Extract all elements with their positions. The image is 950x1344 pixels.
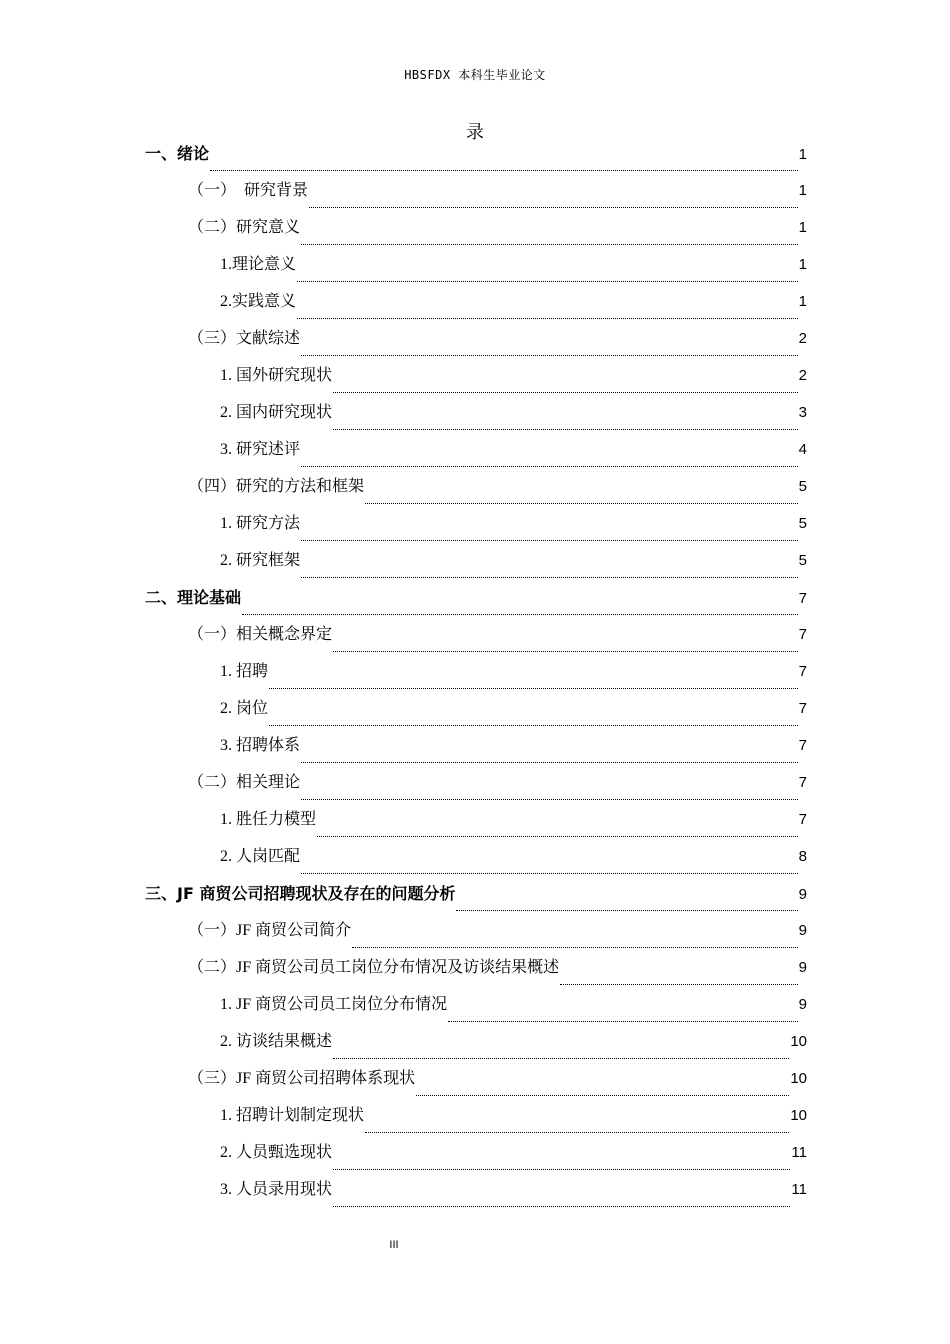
- toc-entry-title: （三）JF 商贸公司招聘体系现状: [188, 1070, 416, 1087]
- toc-entry[interactable]: [145, 991, 807, 1028]
- toc-entry[interactable]: [145, 1028, 807, 1065]
- toc-entry-page: 7: [798, 626, 807, 643]
- toc-entry-page: 7: [798, 590, 807, 607]
- toc-entry[interactable]: [145, 1139, 807, 1176]
- toc-entry-page: 7: [798, 811, 807, 828]
- toc-dot-leader: [352, 947, 798, 948]
- toc-entry[interactable]: [145, 547, 807, 584]
- toc-entry-title: 1. 国外研究现状: [220, 367, 333, 384]
- toc-entry-title: 1. 研究方法: [220, 515, 301, 532]
- toc-entry[interactable]: [145, 917, 807, 954]
- toc-entry-title: 2. 人岗匹配: [220, 848, 301, 865]
- toc-dot-leader: [416, 1095, 789, 1096]
- toc-dot-leader: [269, 725, 798, 726]
- toc-entry-page: 7: [798, 774, 807, 791]
- toc-entry-title: 1.理论意义: [220, 256, 297, 273]
- toc-entry-page: 7: [798, 700, 807, 717]
- toc-entry-page: 2: [798, 330, 807, 347]
- toc-dot-leader: [301, 799, 798, 800]
- toc-entry-title: （三）文献综述: [188, 330, 301, 347]
- toc-entry-page: 11: [791, 1181, 807, 1198]
- toc-dot-leader: [309, 207, 798, 208]
- toc-dot-leader: [560, 984, 798, 985]
- toc-dot-leader: [448, 1021, 798, 1022]
- toc-dot-leader: [301, 577, 798, 578]
- toc-dot-leader: [333, 392, 798, 393]
- toc-entry[interactable]: [145, 436, 807, 473]
- toc-entry[interactable]: [145, 843, 807, 880]
- toc-entry[interactable]: [145, 806, 807, 843]
- toc-dot-leader: [301, 873, 798, 874]
- toc-entry[interactable]: [145, 880, 807, 917]
- toc-entry-page: 5: [798, 478, 807, 495]
- toc-dot-leader: [333, 1169, 790, 1170]
- toc-entry-title: 1. 招聘: [220, 663, 269, 680]
- toc-entry-title: 1. 招聘计划制定现状: [220, 1107, 365, 1124]
- toc-entry-title: 2. 岗位: [220, 700, 269, 717]
- toc-entry-title: 1. 胜任力模型: [220, 811, 317, 828]
- toc-dot-leader: [301, 244, 798, 245]
- toc-dot-leader: [301, 466, 798, 467]
- table-of-contents: [145, 140, 807, 1213]
- toc-entry[interactable]: [145, 954, 807, 991]
- toc-dot-leader: [333, 429, 798, 430]
- page-header: HBSFDX 本科生毕业论文: [404, 68, 546, 82]
- toc-title: 录: [466, 122, 484, 142]
- toc-entry-page: 5: [798, 552, 807, 569]
- toc-entry-title: 2.实践意义: [220, 293, 297, 310]
- toc-entry[interactable]: [145, 214, 807, 251]
- toc-entry-title: 1. JF 商贸公司员工岗位分布情况: [220, 996, 448, 1013]
- toc-dot-leader: [456, 910, 797, 911]
- toc-dot-leader: [365, 1132, 789, 1133]
- toc-entry-title: 三、JF 商贸公司招聘现状及存在的问题分析: [145, 884, 456, 903]
- toc-entry-title: 2. 国内研究现状: [220, 404, 333, 421]
- toc-dot-leader: [210, 170, 798, 171]
- toc-entry-title: 2. 人员甄选现状: [220, 1144, 333, 1161]
- toc-entry-title: （一） 研究背景: [188, 182, 309, 199]
- toc-entry-title: 2. 访谈结果概述: [220, 1033, 333, 1050]
- toc-entry-page: 5: [798, 515, 807, 532]
- toc-entry-title: 一、绪论: [145, 144, 210, 163]
- toc-entry-title: （二）JF 商贸公司员工岗位分布情况及访谈结果概述: [188, 959, 560, 976]
- toc-entry[interactable]: [145, 695, 807, 732]
- toc-dot-leader: [242, 614, 798, 615]
- toc-entry[interactable]: [145, 1102, 807, 1139]
- toc-entry-title: 2. 研究框架: [220, 552, 301, 569]
- toc-entry-page: 8: [798, 848, 807, 865]
- toc-entry-title: （二）相关理论: [188, 774, 301, 791]
- toc-dot-leader: [269, 688, 798, 689]
- toc-entry-title: 3. 招聘体系: [220, 737, 301, 754]
- toc-entry[interactable]: [145, 251, 807, 288]
- toc-entry[interactable]: [145, 1065, 807, 1102]
- toc-entry-page: 10: [790, 1033, 807, 1050]
- toc-entry-page: 9: [798, 886, 807, 903]
- toc-entry[interactable]: [145, 621, 807, 658]
- toc-entry-page: 9: [798, 922, 807, 939]
- toc-entry-page: 1: [798, 256, 807, 273]
- toc-entry-page: 2: [798, 367, 807, 384]
- toc-entry-title: 二、理论基础: [145, 588, 242, 607]
- toc-entry-page: 1: [798, 293, 807, 310]
- toc-entry[interactable]: [145, 325, 807, 362]
- toc-entry-page: 10: [790, 1107, 807, 1124]
- toc-entry[interactable]: [145, 399, 807, 436]
- toc-dot-leader: [333, 651, 798, 652]
- toc-entry[interactable]: [145, 362, 807, 399]
- toc-entry[interactable]: [145, 732, 807, 769]
- toc-dot-leader: [301, 355, 798, 356]
- toc-dot-leader: [301, 762, 798, 763]
- toc-dot-leader: [297, 318, 798, 319]
- toc-dot-leader: [333, 1206, 790, 1207]
- toc-entry-title: 3. 人员录用现状: [220, 1181, 333, 1198]
- toc-dot-leader: [317, 836, 798, 837]
- toc-entry[interactable]: [145, 769, 807, 806]
- toc-entry-title: （一）JF 商贸公司简介: [188, 922, 352, 939]
- toc-dot-leader: [365, 503, 798, 504]
- toc-entry-page: 9: [798, 959, 807, 976]
- toc-entry[interactable]: [145, 473, 807, 510]
- toc-entry[interactable]: [145, 177, 807, 214]
- toc-entry[interactable]: [145, 510, 807, 547]
- toc-entry-page: 3: [798, 404, 807, 421]
- toc-entry[interactable]: [145, 584, 807, 621]
- toc-entry[interactable]: [145, 658, 807, 695]
- toc-entry-page: 9: [798, 996, 807, 1013]
- toc-entry[interactable]: [145, 288, 807, 325]
- toc-entry-title: （二）研究意义: [188, 219, 301, 236]
- toc-entry-page: 7: [798, 663, 807, 680]
- toc-entry[interactable]: [145, 1176, 807, 1213]
- toc-dot-leader: [333, 1058, 789, 1059]
- toc-entry-page: 1: [798, 146, 807, 163]
- toc-dot-leader: [297, 281, 798, 282]
- toc-entry-title: 3. 研究述评: [220, 441, 301, 458]
- toc-entry-page: 11: [791, 1144, 807, 1161]
- toc-entry-title: （一）相关概念界定: [188, 626, 333, 643]
- toc-entry-page: 10: [790, 1070, 807, 1087]
- toc-entry-page: 1: [798, 219, 807, 236]
- toc-entry-page: 7: [798, 737, 807, 754]
- toc-entry-page: 4: [798, 441, 807, 458]
- toc-entry-page: 1: [798, 182, 807, 199]
- toc-entry[interactable]: [145, 140, 807, 177]
- toc-entry-title: （四）研究的方法和框架: [188, 478, 365, 495]
- toc-dot-leader: [301, 540, 798, 541]
- page-number-footer: III: [389, 1239, 399, 1251]
